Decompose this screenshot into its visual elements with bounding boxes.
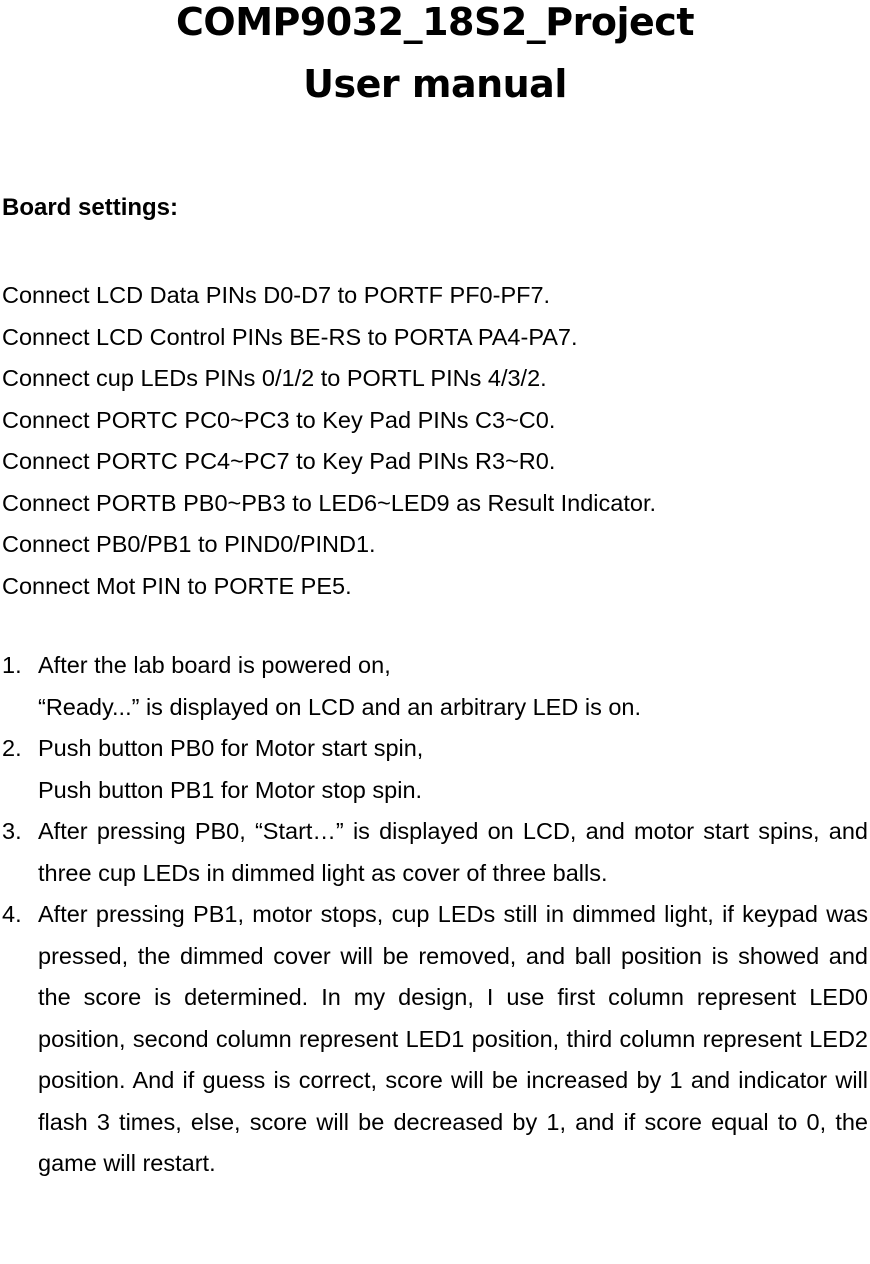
step-number: 2.	[2, 735, 22, 761]
setting-item: Connect PORTC PC0~PC3 to Key Pad PINs C3~C0.	[2, 406, 556, 433]
step-item	[2, 811, 868, 894]
step-number: 1.	[2, 652, 22, 678]
setting-item: Connect Mot PIN to PORTE PE5.	[2, 572, 352, 599]
board-settings-list	[2, 275, 656, 607]
step-item	[2, 645, 868, 728]
title-user-manual: User manual	[303, 62, 567, 106]
setting-item: Connect LCD Control PINs BE-RS to PORTA PA4-PA7.	[2, 323, 578, 350]
setting-item: Connect PORTC PC4~PC7 to Key Pad PINs R3~R0.	[2, 448, 556, 474]
step-item	[2, 728, 868, 811]
title-project: COMP9032_18S2_Project	[176, 0, 694, 44]
step-text: After pressing PB0, “Start…” is displayed on LCD, and motor start spins, and three cup LEDs in dimmed light as cover of three balls.	[38, 818, 868, 886]
setting-item: Connect cup LEDs PINs 0/1/2 to PORTL PINs 4/3/2.	[2, 365, 547, 391]
step-text-line: Push button PB1 for Motor stop spin.	[38, 776, 423, 803]
step-number: 4.	[2, 901, 22, 927]
setting-item: Connect PORTB PB0~PB3 to LED6~LED9 as Result Indicator.	[2, 489, 657, 516]
step-text: After pressing PB1, motor stops, cup LEDs still in dimmed light, if keypad was pressed, the dimmed cover will be removed, and ball position is showed and the score is determined. In my design, I use first column represent LED0 position, second column represent LED1 position, third column represent LED2 position. And if guess is correct, score will be increased by 1 and indicator will flash 3 times, else, score will be decreased by 1, and if score equal to 0, the game will restart.	[38, 901, 868, 1176]
step-item	[2, 894, 868, 1185]
board-settings-heading: Board settings:	[2, 194, 179, 221]
step-text-line: Push button PB0 for Motor start spin,	[38, 735, 424, 761]
setting-item: Connect PB0/PB1 to PIND0/PIND1.	[2, 531, 376, 557]
instruction-steps	[2, 645, 868, 1185]
step-number: 3.	[2, 818, 22, 844]
step-text-line: “Ready...” is displayed on LCD and an arbitrary LED is on.	[38, 693, 642, 720]
step-text-line: After the lab board is powered on,	[38, 652, 391, 678]
setting-item: Connect LCD Data PINs D0-D7 to PORTF PF0-PF7.	[2, 282, 551, 308]
